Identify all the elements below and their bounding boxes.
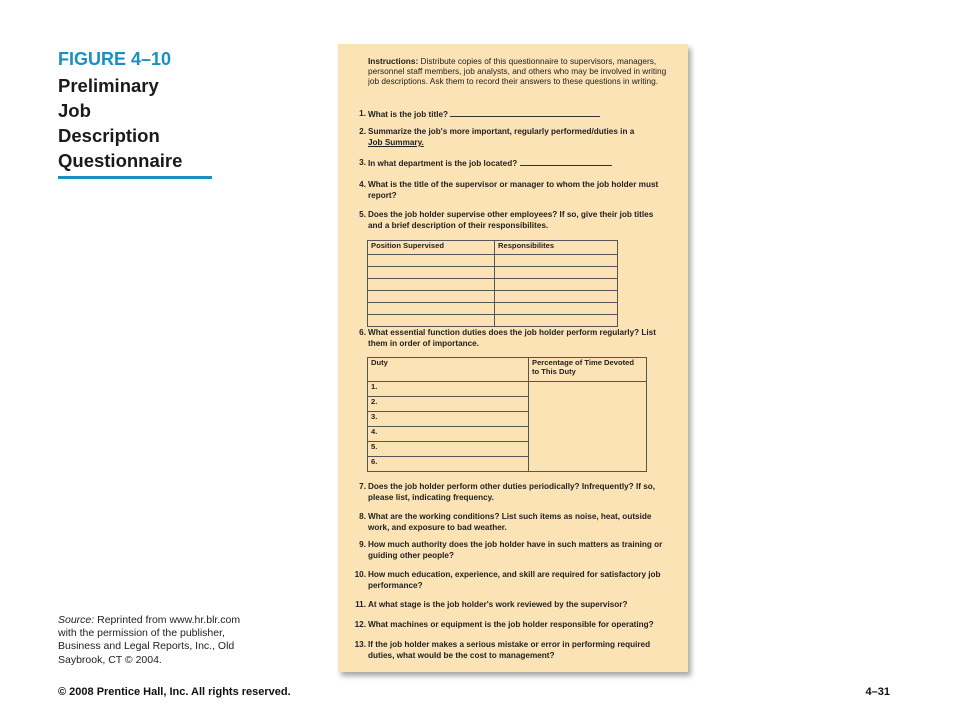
duty-cell: 3. bbox=[368, 412, 529, 427]
question-1 bbox=[359, 108, 668, 120]
question-text: Does the job holder supervise other employees? If so, give their job titles and a brief description of their responsibilites. bbox=[368, 210, 654, 230]
question-text: How much authority does the job holder have in such matters as training or guiding other people? bbox=[368, 540, 663, 560]
question-13 bbox=[354, 639, 668, 661]
table-row bbox=[368, 279, 618, 291]
question-5 bbox=[359, 209, 668, 231]
duty-cell: 1. bbox=[368, 382, 529, 397]
question-text: In what department is the job located? bbox=[368, 159, 518, 168]
table-row bbox=[368, 315, 618, 327]
question-number: 11. bbox=[355, 600, 366, 609]
question-9 bbox=[359, 539, 668, 561]
question-8 bbox=[359, 511, 668, 533]
table-row bbox=[368, 255, 618, 267]
question-text: Does the job holder perform other duties periodically? Infrequently? If so, please list, indicating frequency. bbox=[368, 482, 656, 502]
question-text: How much education, experience, and skill are required for satisfactory job performance? bbox=[368, 570, 661, 590]
question-number: 3. bbox=[359, 158, 366, 167]
figure-title-rule bbox=[58, 176, 212, 179]
duty-table bbox=[367, 357, 647, 472]
figure-title bbox=[58, 73, 228, 173]
question-number: 12. bbox=[354, 620, 366, 629]
footer-page-number: 4–31 bbox=[865, 686, 890, 698]
question-text: What essential function duties does the job holder perform regularly? List them in order of importance. bbox=[368, 328, 656, 348]
question-number: 5. bbox=[359, 210, 366, 219]
answer-line bbox=[520, 157, 612, 166]
figure-title-line: Preliminary bbox=[58, 75, 159, 96]
instructions-label: Instructions: bbox=[368, 56, 419, 66]
questionnaire-sheet bbox=[338, 44, 688, 672]
figure-title-line: Description bbox=[58, 125, 160, 146]
question-number: 1. bbox=[359, 109, 366, 118]
question-number: 9. bbox=[359, 540, 366, 549]
duty-cell: 2. bbox=[368, 397, 529, 412]
question-4 bbox=[359, 179, 668, 201]
source-note bbox=[58, 614, 258, 667]
table-row bbox=[368, 303, 618, 315]
question-text: What is the job title? bbox=[368, 110, 449, 119]
question-7 bbox=[359, 481, 668, 503]
instructions bbox=[368, 56, 668, 86]
table-row bbox=[368, 267, 618, 279]
question-number: 10. bbox=[354, 570, 366, 579]
question-12 bbox=[354, 619, 668, 630]
table-header: Position Supervised bbox=[368, 241, 495, 255]
footer-copyright: © 2008 Prentice Hall, Inc. All rights reserved. bbox=[58, 686, 291, 698]
question-text: If the job holder makes a serious mistake or error in performing required duties, what would be the cost to management? bbox=[368, 640, 651, 660]
question-text-underlined: Job Summary. bbox=[368, 138, 424, 147]
source-prefix: Source: bbox=[58, 614, 95, 626]
table-header: Percentage of Time Devoted to This Duty bbox=[529, 358, 647, 382]
table-header: Duty bbox=[368, 358, 529, 382]
duty-cell: 6. bbox=[368, 457, 529, 472]
question-10 bbox=[354, 569, 668, 591]
question-number: 8. bbox=[359, 512, 366, 521]
question-6 bbox=[359, 327, 668, 349]
answer-line bbox=[450, 108, 600, 117]
position-supervised-table bbox=[367, 240, 618, 327]
duty-cell: 5. bbox=[368, 442, 529, 457]
question-number: 13. bbox=[354, 640, 366, 649]
table-header: Responsibilites bbox=[495, 241, 618, 255]
question-text: What machines or equipment is the job holder responsible for operating? bbox=[368, 620, 654, 629]
percentage-cell bbox=[529, 382, 647, 472]
question-2 bbox=[359, 126, 648, 148]
figure-title-line: Questionnaire bbox=[58, 150, 183, 171]
question-text: Summarize the job's more important, regularly performed/duties in a bbox=[368, 127, 635, 136]
duty-cell: 4. bbox=[368, 427, 529, 442]
instructions-text: Distribute copies of this questionnaire to supervisors, managers, personnel staff members, job analysts, and others who may be involved in writing job descriptions. Ask them to record their answers to these questions in writing. bbox=[368, 56, 667, 86]
table-row bbox=[368, 382, 647, 397]
question-text: At what stage is the job holder's work reviewed by the supervisor? bbox=[368, 600, 628, 609]
question-number: 4. bbox=[359, 180, 366, 189]
question-text: What are the working conditions? List such items as noise, heat, outside work, and exposure to bad weather. bbox=[368, 512, 652, 532]
question-text: What is the title of the supervisor or manager to whom the job holder must report? bbox=[368, 180, 659, 200]
question-11 bbox=[355, 599, 668, 610]
figure-title-line: Job bbox=[58, 100, 91, 121]
table-row bbox=[368, 291, 618, 303]
question-number: 7. bbox=[359, 482, 366, 491]
question-number: 2. bbox=[359, 127, 366, 136]
source-text: Reprinted from www.hr.blr.com with the permission of the publisher, Business and Legal Reports, Inc., Old Saybrook, CT © 2004. bbox=[58, 614, 241, 666]
figure-label: FIGURE 4–10 bbox=[58, 49, 172, 69]
question-number: 6. bbox=[359, 328, 366, 337]
question-3 bbox=[359, 157, 668, 169]
